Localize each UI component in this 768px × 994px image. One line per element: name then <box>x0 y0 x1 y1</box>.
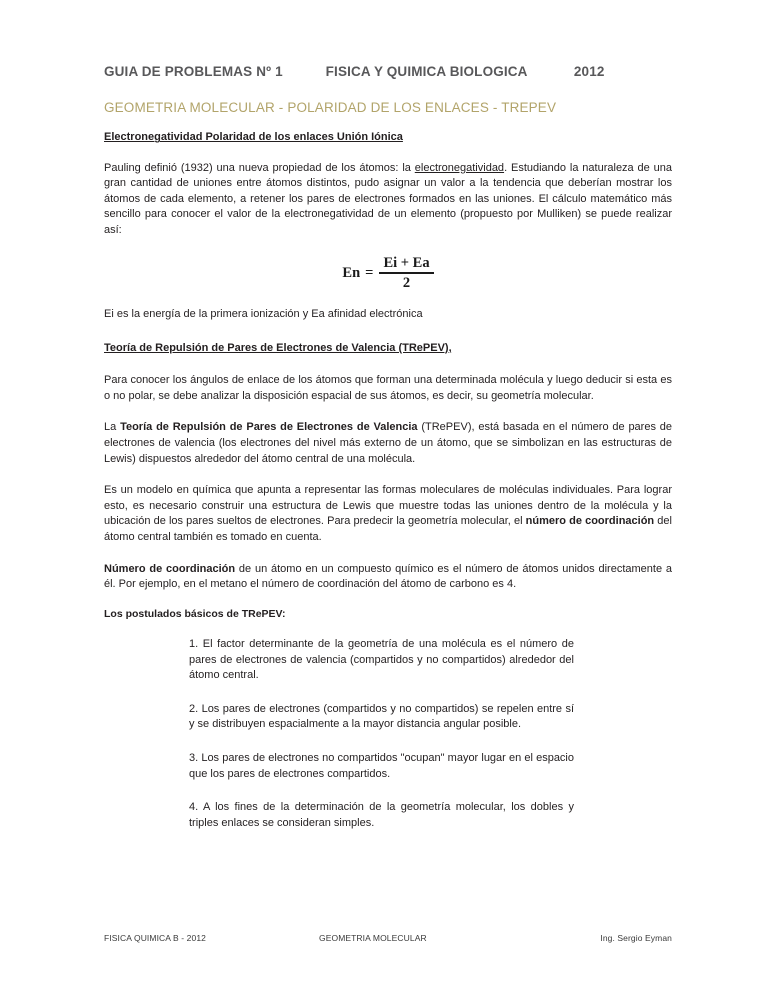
formula-equals-sign: = <box>365 264 374 281</box>
footer-left-text: FISICA QUIMICA B - 2012 <box>104 933 206 943</box>
inline-underline-electronegatividad: electronegatividad <box>414 161 505 174</box>
inline-bold-teoria-repulsion: Teoría de Repulsión de Pares de Electrones de Valencia <box>120 421 418 434</box>
inline-bold-numero-coordinacion: número de coordinación <box>525 515 655 528</box>
paragraph-pauling-pre: Pauling definió (1932) una nueva propiedad de los átomos: la <box>104 161 415 174</box>
section-title: GEOMETRIA MOLECULAR - POLARIDAD DE LOS ENLACES - TREPEV <box>104 100 557 116</box>
formula-denominator: 2 <box>402 274 411 291</box>
subheading-trepev: Teoría de Repulsión de Pares de Electrones de Valencia (TRePEV), <box>104 341 452 354</box>
postulate-item: 2. Los pares de electrones (compartidos y no compartidos) se repelen entre sí y se distribuyen espacialmente a la mayor distancia angular posible. <box>189 702 574 731</box>
postulate-item: 1. El factor determinante de la geometría de una molécula es el número de pares de electrones de valencia (compartidos y no compartidos) alrededor del átomo central. <box>189 637 574 682</box>
formula-numerator: Ei + Ea <box>383 254 430 271</box>
paragraph-modelo <box>104 483 672 545</box>
electronegativity-formula <box>342 255 433 292</box>
formula-fraction <box>379 255 433 292</box>
paragraph-coordinacion-post: de un átomo en un compuesto químico es el número de átomos unidos directamente a él. Por ejemplo, en el metano el número de coordinación del átomo de carbono es 4. <box>104 562 672 591</box>
heading-postulados: Los postulados básicos de TRePEV: <box>104 607 286 620</box>
paragraph-formula-legend: Ei es la energía de la primera ionización y Ea afinidad electrónica <box>104 308 423 321</box>
paragraph-angulos: Para conocer los ángulos de enlace de los átomos que forman una determinada molécula y luego deducir si esta es o no polar, se debe analizar la disposición espacial de sus átomos, es decir, su geometría molecular. <box>104 374 672 402</box>
document-header-title: GUIA DE PROBLEMAS Nº 1 FISICA Y QUIMICA BIOLOGICA 2012 <box>104 64 605 79</box>
paragraph-teoria-pre: La <box>104 421 121 434</box>
formula-left-side: En <box>342 264 361 281</box>
paragraph-modelo-pre: Es un modelo en química que apunta a representar las formas moleculares de moléculas individuales. Para lograr esto, es necesario construir una estructura de Lewis que muestre todas las uniones dentro de la molécula y la ubicación de los pares sueltos de electrones. Para predecir la geometría molecular, el <box>104 484 672 528</box>
page-footer <box>104 933 672 943</box>
footer-center-text: GEOMETRIA MOLECULAR <box>319 933 427 943</box>
paragraph-teoria <box>104 420 672 467</box>
formula-block <box>104 255 672 292</box>
subheading-electronegatividad: Electronegatividad Polaridad de los enlaces Unión Iónica <box>104 131 403 144</box>
footer-right-text: Ing. Sergio Eyman <box>600 933 672 943</box>
paragraph-pauling-post: . Estudiando la naturaleza de una gran cantidad de uniones entre átomos distintos, pudo asignar un valor a la tendencia que deberían mostrar los átomos de cada elemento, a retener los pares de electrones formados en las uniones. El cálculo matemático más sencillo para conocer el valor de la electronegatividad de un elemento (propuesto por Mulliken) se puede realizar así: <box>104 161 672 237</box>
inline-bold-coordinacion-lead: Número de coordinación <box>104 562 236 575</box>
paragraph-teoria-post: (TRePEV), está basada en el número de pares de electrones de valencia (los electrones del nivel más externo de un átomo, que se simbolizan en las estructuras de Lewis) dispuestos alrededor del átomo central de una molécula. <box>104 421 673 465</box>
postulates-list <box>189 637 574 831</box>
document-content <box>104 64 672 831</box>
paragraph-pauling <box>104 161 672 239</box>
paragraph-coordinacion <box>104 562 672 593</box>
paragraph-modelo-post: del átomo central también es tomado en cuenta. <box>104 515 672 544</box>
postulate-item: 4. A los fines de la determinación de la geometría molecular, los dobles y triples enlaces se consideran simples. <box>189 801 574 829</box>
postulate-item: 3. Los pares de electrones no compartidos "ocupan" mayor lugar en el espacio que los pares de electrones compartidos. <box>189 751 574 780</box>
